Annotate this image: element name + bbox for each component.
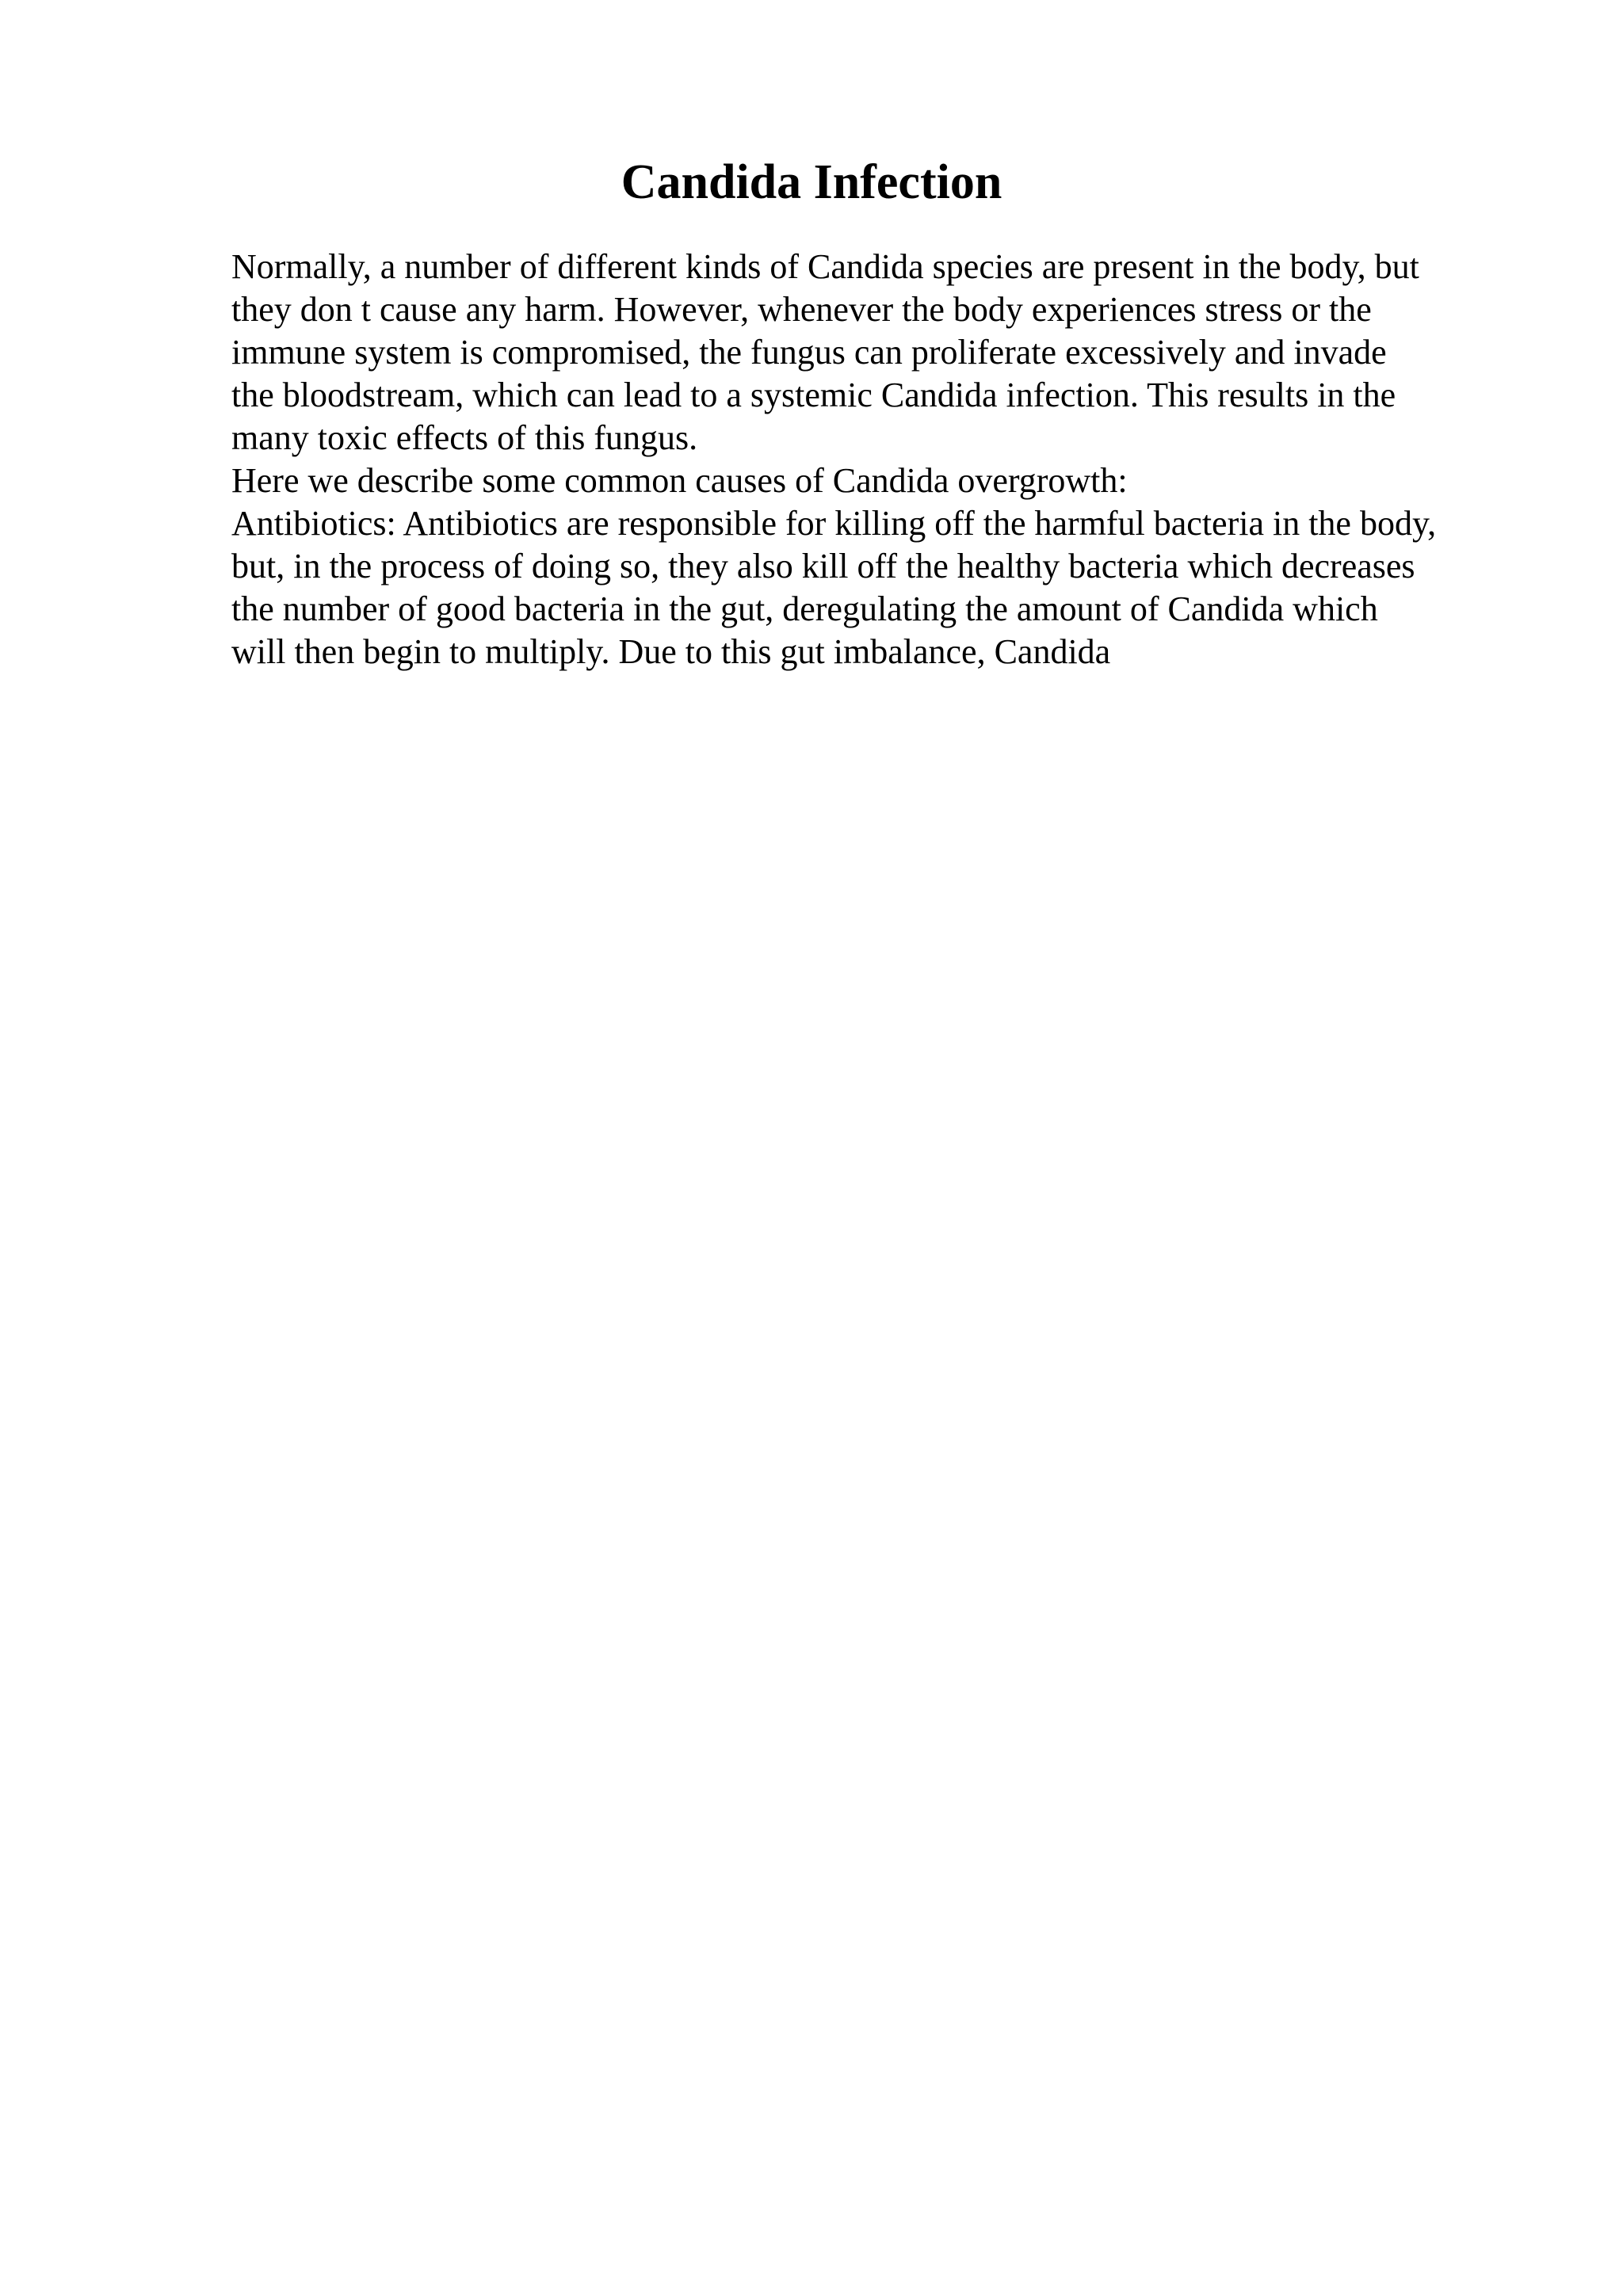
body-line: the bloodstream, which can lead to a systemic Candida infection. This results in the: [231, 376, 1396, 414]
body-line: immune system is compromised, the fungus can proliferate excessively and invade: [231, 333, 1387, 372]
body-line: they don t cause any harm. However, whenever the body experiences stress or the: [231, 290, 1372, 329]
body-line: Here we describe some common causes of Candida overgrowth:: [231, 461, 1128, 500]
body-line: the number of good bacteria in the gut, deregulating the amount of Candida which: [231, 589, 1378, 628]
document-title: Candida Infection: [621, 155, 1002, 209]
body-line: Normally, a number of different kinds of Candida species are present in the body, but: [231, 247, 1419, 286]
body-line: but, in the process of doing so, they also kill off the healthy bacteria which decreases: [231, 547, 1415, 585]
body-line: will then begin to multiply. Due to this gut imbalance, Candida: [231, 632, 1111, 671]
body-line: many toxic effects of this fungus.: [231, 418, 698, 457]
document-body: [231, 246, 1531, 673]
body-line: Antibiotics: Antibiotics are responsible for killing off the harmful bacteria in the body,: [231, 504, 1437, 543]
